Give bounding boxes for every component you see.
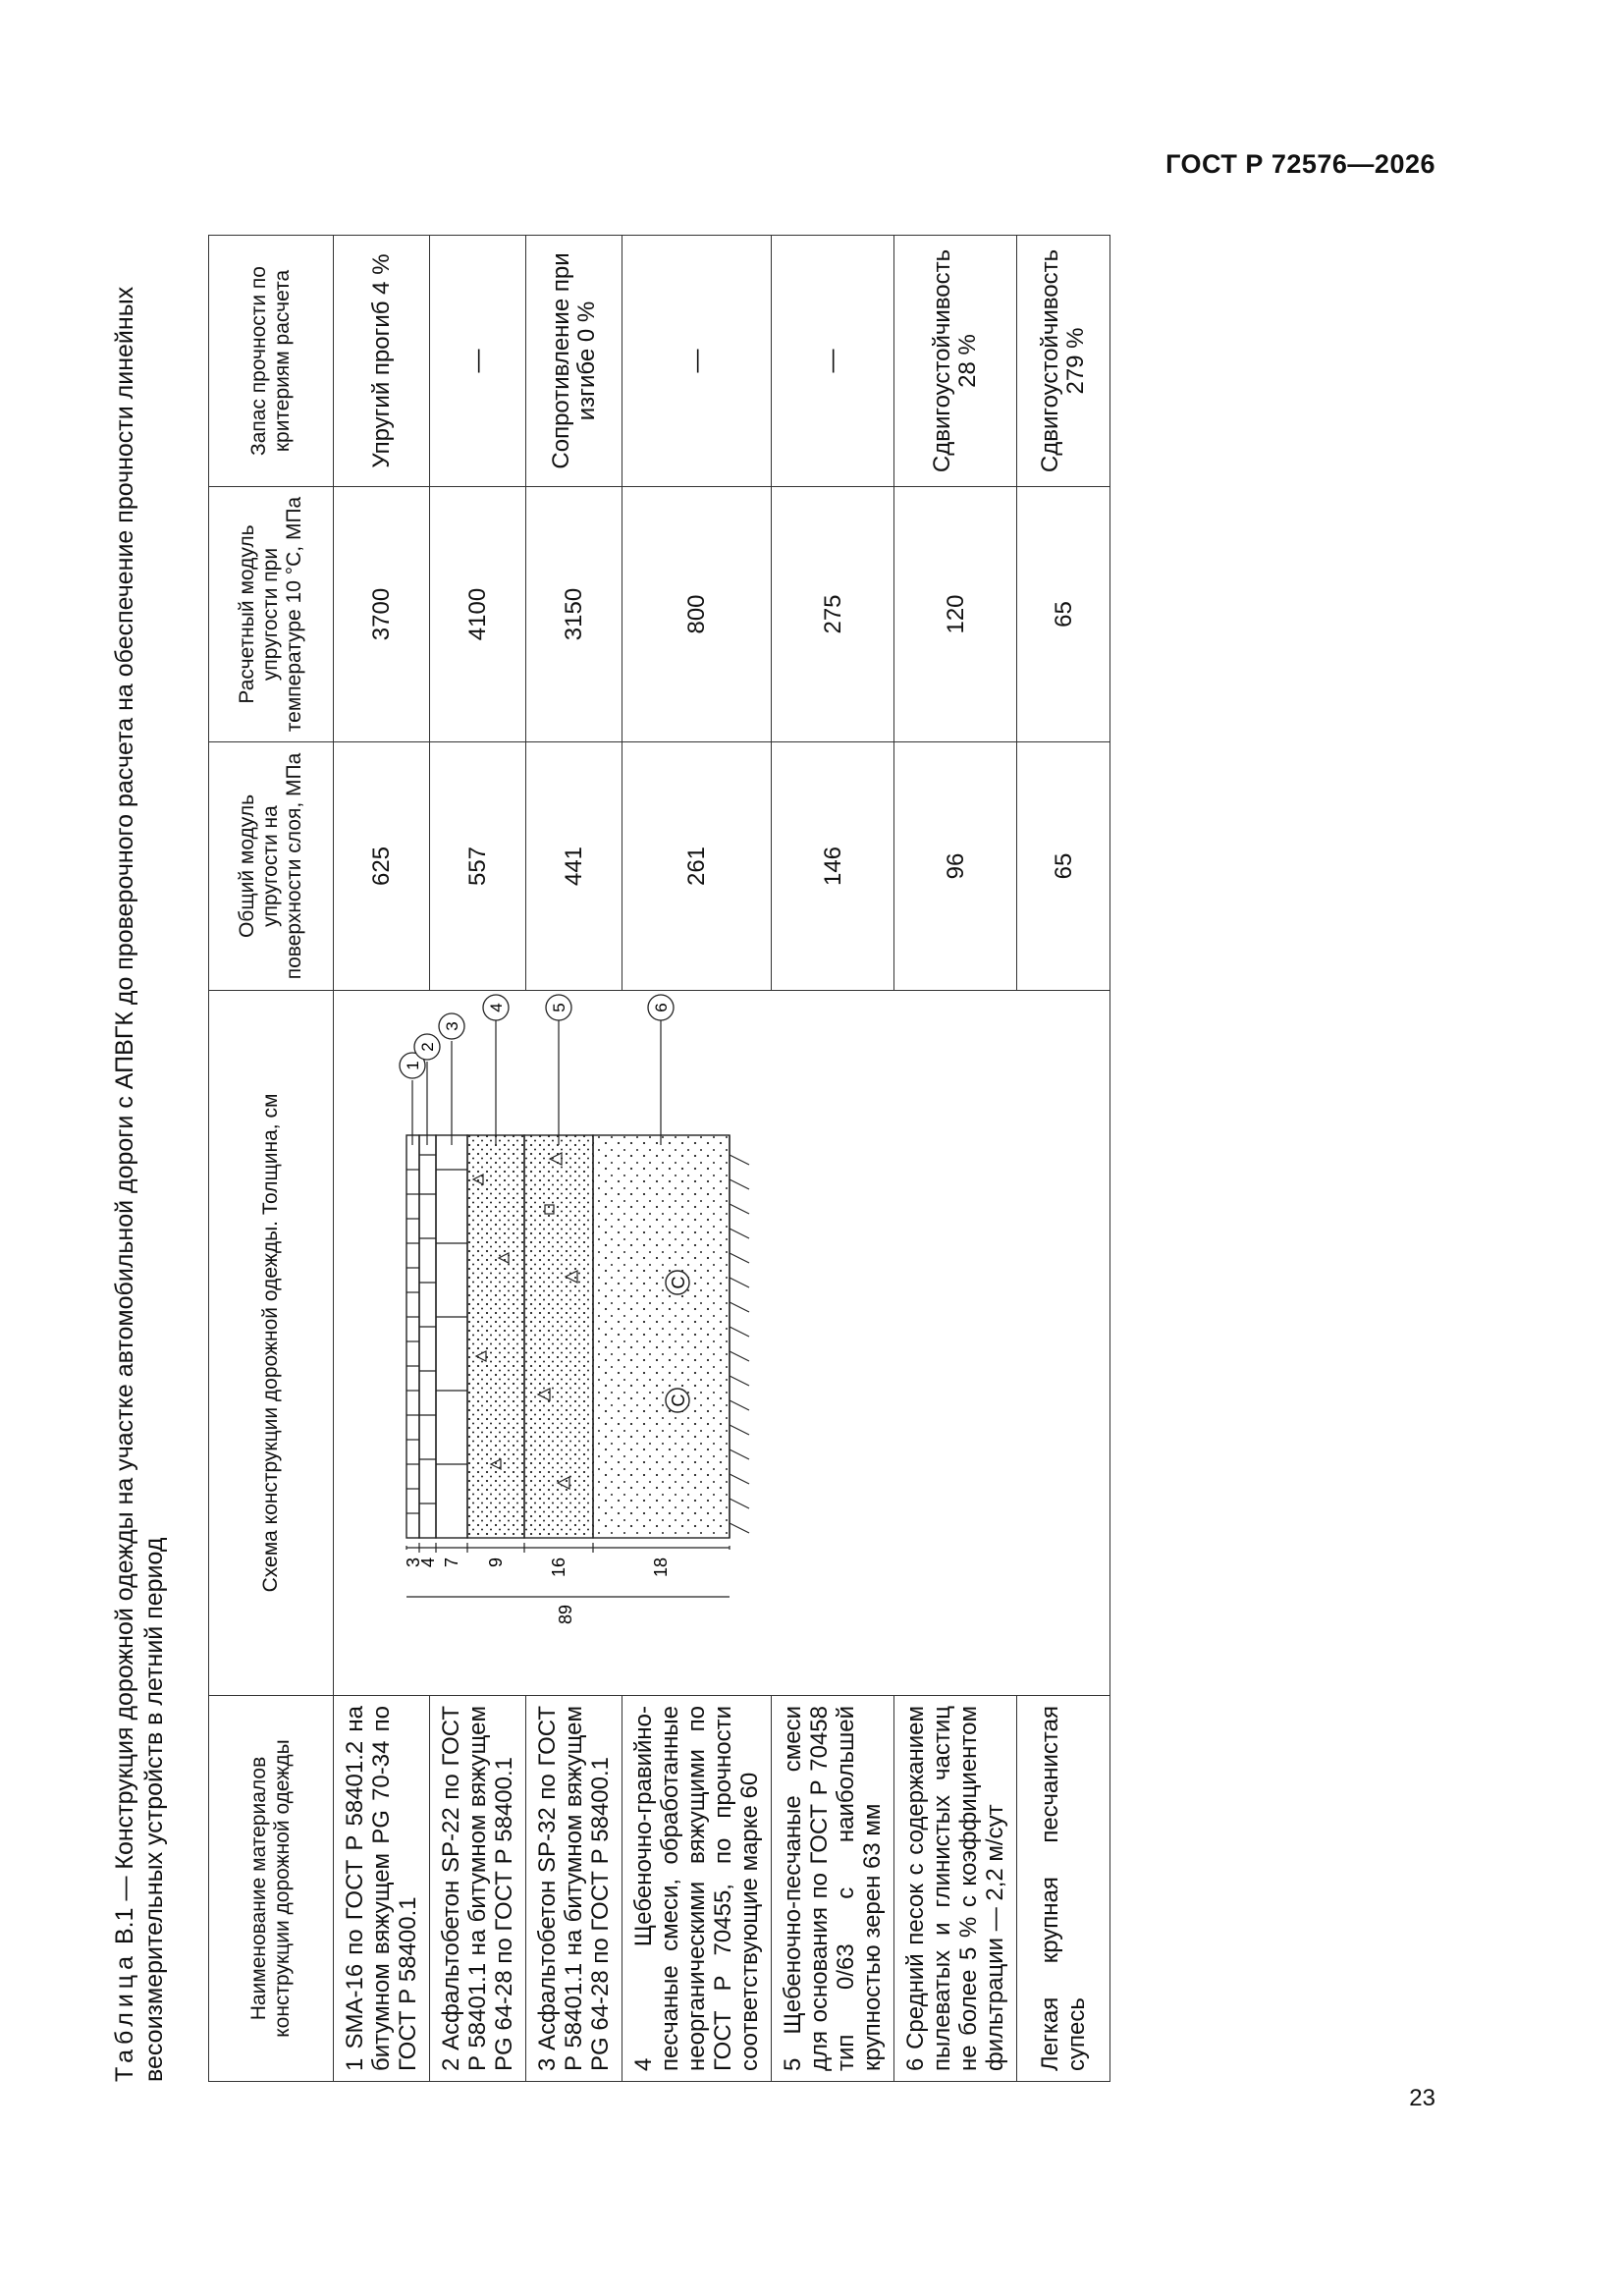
column-header-scheme: Схема конструкции дорожной одежды. Толщина, см [209,991,334,1696]
pavement-scheme-diagram [334,990,914,1695]
general-modulus-value: 146 [772,742,894,991]
material-name: Легкая крупная песчанистая супесь [1017,1696,1110,2082]
total-thickness-label: 89 [556,1605,575,1625]
subgrade-symbol-2: С [669,1276,688,1289]
caption-label: Таблица [111,1950,138,2082]
table-header-row [209,236,334,2082]
document-header: ГОСТ Р 72576—2026 [1165,149,1435,179]
general-modulus-value: 261 [622,742,772,991]
column-header-materials: Наименование материалов конструкции дорожной одежды [209,1696,334,2082]
design-modulus-value: 4100 [430,487,526,742]
material-name: 1 SMA-16 по ГОСТ Р 58401.2 на битумном вяжущем PG 70-34 по ГОСТ Р 58400.1 [334,1696,430,2082]
material-name: 3 Асфальтобетон SP-32 по ГОСТ Р 58401.1 на битумном вяжущем PG 64-28 по ГОСТ Р 58400.1 [526,1696,622,2082]
rotated-table-block [110,216,1090,2082]
layer-marker-2: 2 [418,1042,437,1052]
layer-marker-4: 4 [487,1003,506,1012]
strength-reserve-value: — [430,236,526,487]
subgrade-marker-2 [666,1271,689,1294]
layer-marker-1: 1 [404,1061,422,1070]
table-row [334,236,430,2082]
strength-reserve-value: — [622,236,772,487]
thickness-label-7: 7 [442,1558,461,1568]
thickness-label-16: 16 [549,1558,568,1578]
table-caption [110,236,169,2082]
design-modulus-value: 3150 [526,487,622,742]
thickness-label-3: 3 [404,1558,423,1568]
column-header-general-modulus: Общий модуль упругости на поверхности слоя, МПа [209,742,334,991]
thickness-label-9: 9 [486,1558,506,1568]
general-modulus-value: 441 [526,742,622,991]
layer-6-block [593,1135,730,1538]
pavement-table [208,235,1110,2082]
layer-marker-3: 3 [443,1021,461,1031]
material-name: 6 Средний песок с содержанием пылеватых и глинистых частиц не более 5 % с коэффициентом фильтрации — 2,2 м/сут [894,1696,1017,2082]
strength-reserve-value: Сдвигоустойчивость 279 % [1017,236,1110,487]
design-modulus-value: 120 [894,487,1017,742]
layer-5-block [524,1135,593,1538]
subgrade-marker-1 [666,1389,689,1412]
general-modulus-value: 625 [334,742,430,991]
layer-marker-6: 6 [652,1003,671,1012]
column-header-design-modulus: Расчетный модуль упругости при температуре 10 °С, МПа [209,487,334,742]
material-name: 5 Щебеночно-песчаные смеси для основания по ГОСТ Р 70458 тип 0/63 с наибольшей крупностью зерен 63 мм [772,1696,894,2082]
layer-2-block [419,1135,436,1538]
layer-1-block [406,1135,419,1538]
material-name: 4 Щебеночно-гравийно-песчаные смеси, обработанные неорганическими вяжущими по ГОСТ Р 70455, по прочности соответствующие марке 60 [622,1696,772,2082]
strength-reserve-value: Сопротивление при изгибе 0 % [526,236,622,487]
design-modulus-value: 65 [1017,487,1110,742]
design-modulus-value: 275 [772,487,894,742]
general-modulus-value: 96 [894,742,1017,991]
design-modulus-value: 3700 [334,487,430,742]
strength-reserve-value: Сдвигоустойчивость 28 % [894,236,1017,487]
page-number: 23 [1409,2085,1435,2111]
caption-text: В.1 — Конструкция дорожной одежды на участке автомобильной дороги с АПВГК до проверочного расчета на обеспечение прочности линейных весоизмерительных устройств в летний период [111,286,168,2082]
column-header-strength-reserve: Запас прочности по критериям расчета [209,236,334,487]
thickness-label-18: 18 [651,1558,671,1578]
layer-marker-5: 5 [550,1003,568,1012]
general-modulus-value: 65 [1017,742,1110,991]
strength-reserve-value: — [772,236,894,487]
general-modulus-value: 557 [430,742,526,991]
material-name: 2 Асфальтобетон SP-22 по ГОСТ Р 58401.1 на битумном вяжущем PG 64-28 по ГОСТ Р 58400.1 [430,1696,526,2082]
subgrade-symbol-1: С [669,1394,688,1407]
pavement-scheme-cell [334,991,1110,1696]
thickness-label-4: 4 [418,1558,438,1568]
layer-3-block [436,1135,467,1538]
layer-4-block [467,1135,524,1538]
strength-reserve-value: Упругий прогиб 4 % [334,236,430,487]
design-modulus-value: 800 [622,487,772,742]
